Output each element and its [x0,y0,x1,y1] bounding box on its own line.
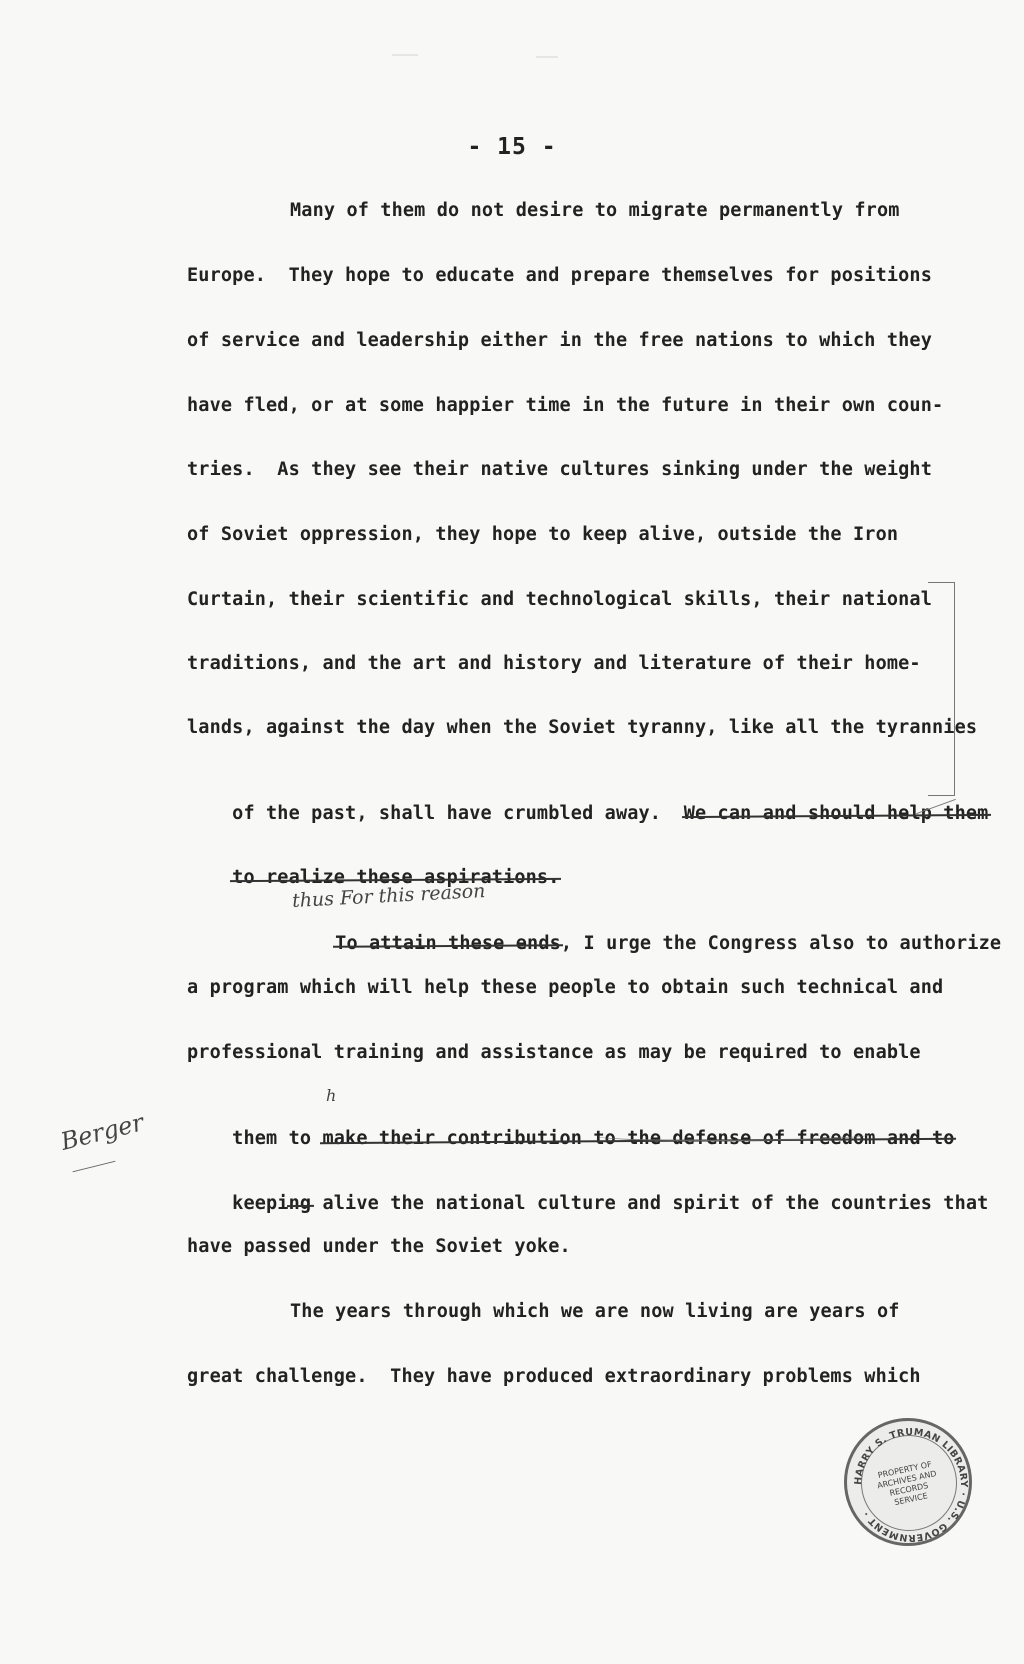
text-line: Curtain, their scientific and technological skills, their national [187,589,933,610]
top-fold-mark [392,54,418,56]
struck-text: make their contribution to the defense of freedom and to [322,1128,955,1149]
text-line: The years through which we are now living are years of [290,1301,900,1322]
text-line: traditions, and the art and history and literature of their home- [187,653,921,674]
margin-bracket [928,582,955,796]
handwritten-caret-insert: h [326,1086,337,1105]
struck-text: To attain these ends [335,933,561,954]
struck-text: We can and should help them [683,803,989,824]
page-number: - 15 - [467,134,557,160]
text-segment: them to [232,1128,323,1149]
handwritten-insertion: thus For this reason [291,879,486,913]
text-line: a program which will help these people to obtain such technical and [187,977,944,998]
text-line [290,912,1001,975]
text-segment: , I urge the Congress also to authorize [560,933,1002,954]
library-stamp [844,1418,972,1546]
handwritten-margin-note: Berger [57,1108,147,1156]
text-line [187,1107,955,1170]
text-segment: of the past, shall have crumbled away. [232,803,662,824]
handwritten-margin-underline [73,1161,116,1173]
text-line: of service and leadership either in the free nations to which they [187,330,933,351]
text-line: Europe. They hope to educate and prepare themselves for positions [187,265,933,286]
text-line: have fled, or at some happier time in the future in their own coun- [187,395,944,416]
text-line: lands, against the day when the Soviet tyranny, like all the tyrannies [187,717,978,738]
struck-text: ng [288,1193,312,1214]
text-line: tries. As they see their native cultures sinking under the weight [187,459,933,480]
text-line: of Soviet oppression, they hope to keep alive, outside the Iron [187,524,899,545]
text-line: have passed under the Soviet yoke. [187,1236,571,1257]
text-line: professional training and assistance as may be required to enable [187,1042,921,1063]
text-line [187,782,988,845]
stamp-ring-label: HARRY S. TRUMAN LIBRARY · U.S. GOVERNMENT · [852,1426,970,1544]
stamp-center-text: PROPERTY OF ARCHIVES AND RECORDS SERVICE [876,1459,938,1508]
top-fold-mark [536,56,558,58]
text-line: great challenge. They have produced extraordinary problems which [187,1366,921,1387]
struck-text: to realize these aspirations. [232,867,560,888]
text-segment: keepi [232,1193,289,1214]
text-line: Many of them do not desire to migrate permanently from [290,200,900,221]
text-segment: alive the national culture and spirit of the countries that [311,1193,989,1214]
text-line [187,1172,988,1235]
